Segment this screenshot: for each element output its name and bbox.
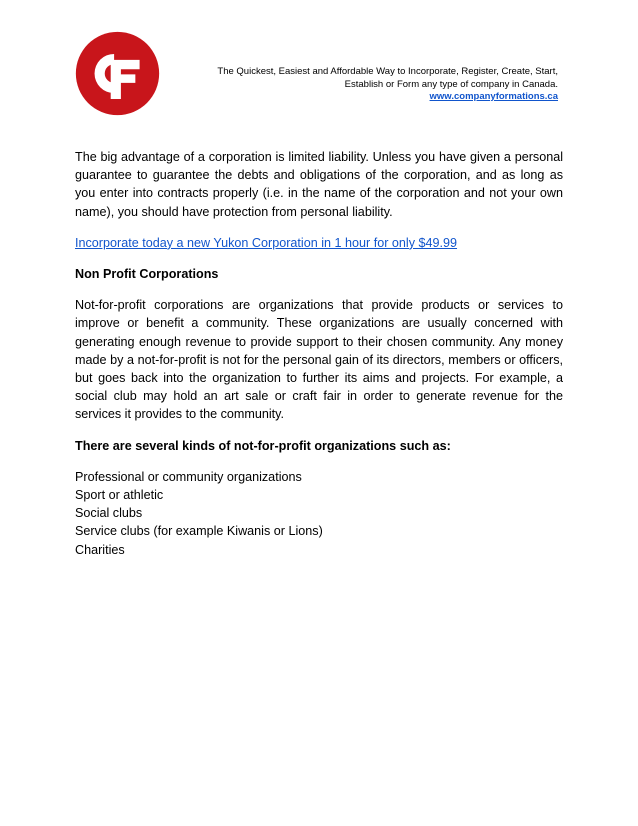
section-heading: Non Profit Corporations	[75, 267, 219, 282]
kinds-list	[75, 468, 563, 559]
list-item: Professional or community organizations	[75, 469, 302, 484]
list-item: Social clubs	[75, 506, 143, 521]
nonprofit-paragraph: Not-for-profit corporations are organizations that provide products or services to improve or benefit a community. These organizations are usually concerned with generating enough revenue to provide support to their chosen community. Any money made by a not-for-profit is not for the personal gain of its directors, members or officers, but goes back into the organization to further its aims and projects. For example, a social club may hold an art sale or craft fair in order to generate revenue for the services it provides to the community.	[75, 298, 563, 422]
tagline-line-1: The Quickest, Easiest and Affordable Way to Incorporate, Register, Create, Start,	[217, 66, 558, 77]
list-item: Charities	[75, 542, 125, 557]
promo-link[interactable]: Incorporate today a new Yukon Corporation in 1 hour for only $49.99	[75, 235, 458, 250]
list-item: Sport or athletic	[75, 488, 164, 503]
intro-paragraph: The big advantage of a corporation is limited liability. Unless you have given a personal guarantee to guarantee the debts and obligations of the corporation, and as long as you enter into contracts properly (i.e. in the name of the corporation and not your own name), you should have protection from personal liability.	[75, 150, 563, 219]
website-link[interactable]: www.companyformations.ca	[429, 91, 558, 102]
document-body	[75, 148, 563, 559]
header-tagline	[138, 66, 558, 104]
list-item: Service clubs (for example Kiwanis or Lions)	[75, 524, 323, 539]
kinds-heading: There are several kinds of not-for-profit organizations such as:	[75, 438, 451, 453]
tagline-line-2: Establish or Form any type of company in Canada.	[344, 78, 558, 90]
logo-text: CF	[117, 115, 119, 116]
